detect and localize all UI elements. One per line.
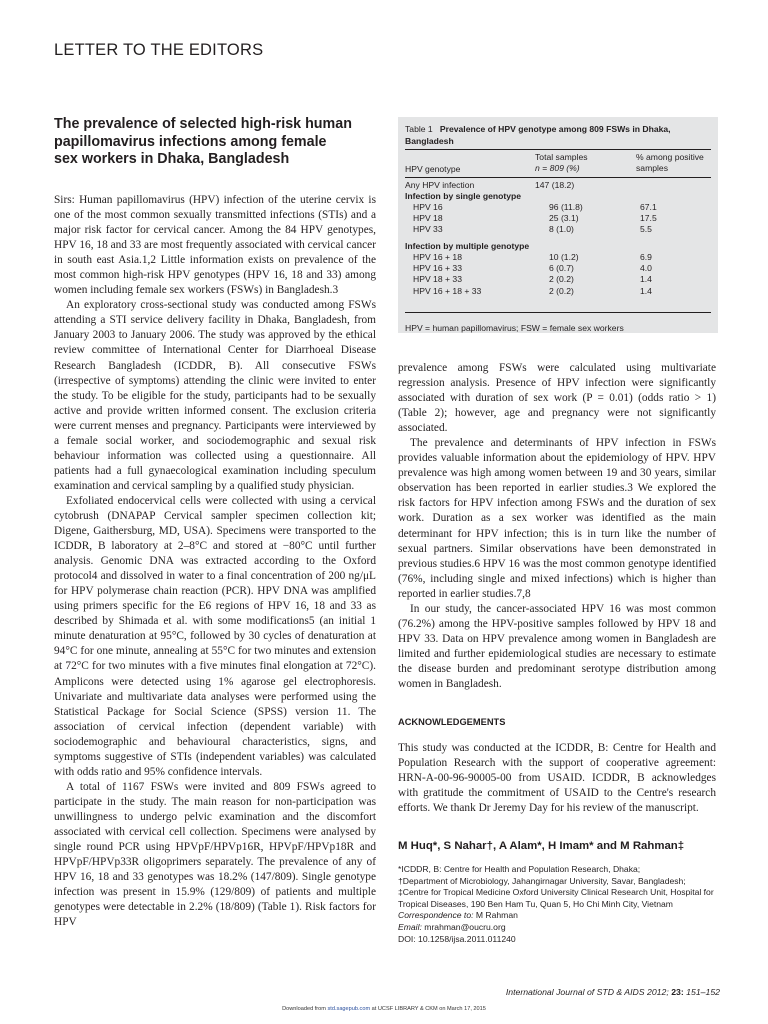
total-cell: 2 (0.2)	[549, 285, 574, 296]
genotype-cell: Infection by multiple genotype	[405, 241, 530, 252]
total-cell: 2 (0.2)	[549, 274, 574, 285]
paragraph: A total of 1167 FSWs were invited and 809 FSWs agreed to participate in the study. The main reason for non-participation was unwillingness to undergo pelvic examination and the discomfort associated with cervical cell collection. Specimens were analysed by single round PCR using HPVpF/HPVp16R, HPVpF/HPVp18R and HPVpF/HPVp33R oligoprimers separately. The prevalence of any of HPV 16, 18 and 33 genotypes was 18.2% (147/809). Single genotype infection was present in 15.9% (129/809) of patients and multiple genotypes were detectable in 2.2% (18/809) (Table 1). Risk factors for HPV	[54, 780, 376, 929]
section-heading: LETTER TO THE EDITORS	[54, 41, 264, 59]
table-row	[405, 274, 711, 285]
download-notice: Downloaded from std.sagepub.com at UCSF LIBRARY & CKM on March 17, 2015	[282, 1006, 486, 1012]
table-label: Table 1	[405, 124, 433, 134]
genotype-cell: HPV 18	[413, 213, 443, 224]
table-row	[405, 252, 711, 263]
genotype-cell: Any HPV infection	[405, 180, 475, 190]
percent-cell: 1.4	[640, 274, 652, 285]
percent-cell: 67.1	[640, 202, 657, 213]
affiliation: ‡Centre for Tropical Medicine Oxford University Clinical Research Unit, Hospital for Tropical Diseases, 190 Ben Ham Tu, Quan 5, Ho Chi Minh City, Vietnam	[398, 887, 714, 909]
table-top-rule	[405, 149, 711, 150]
genotype-cell: HPV 33	[413, 224, 443, 235]
article-title: The prevalence of selected high-risk human papillomavirus infections among female sex workers in Dhaka, Bangladesh	[54, 116, 352, 167]
table-1	[398, 117, 718, 333]
table-row	[405, 202, 711, 213]
genotype-cell: HPV 16 + 33	[413, 263, 462, 274]
table-row	[405, 224, 711, 235]
doi: DOI: 10.1258/ijsa.2011.011240	[398, 933, 516, 944]
col-header-genotype: HPV genotype	[405, 164, 461, 174]
percent-cell: 4.0	[640, 263, 652, 274]
paragraph: The prevalence and determinants of HPV infection in FSWs provides valuable information about the epidemiology of HPV. HPV prevalence was high among women between 19 and 30 years, similar observation has been reported in earlier studies.3 We explored the risk factors for HPV infection among FSWs and the duration of sex work. Duration as a sex worker was identified as the main determinant for HPV infection; this is in turn like the number of sexual partners. Similar observations have been demonstrated in previous studies.6 HPV 16 was the most common genotype identified (76%, including single and mixed infections) which is higher than reported in earlier studies.7,8	[398, 437, 716, 600]
table-note: HPV = human papillomavirus; FSW = female sex workers	[405, 323, 624, 333]
table-row	[405, 180, 711, 191]
journal-citation: International Journal of STD & AIDS 2012; 23: 151–152	[505, 987, 720, 997]
correspondence: Correspondence to: M Rahman	[398, 910, 518, 921]
paragraph: In our study, the cancer-associated HPV 16 was most common (76.2%) among the HPV-positive samples followed by HPV 18 and HPV 33. Data on HPV prevalence among women in Bangladesh are limited and further epidemiological studies are necessary to estimate the disease burden and predominant serotype distribution among women in Bangladesh.	[398, 602, 716, 690]
percent-cell: 17.5	[640, 213, 657, 224]
total-cell: 147 (18.2)	[535, 180, 575, 190]
col-header-percent: % among positive samples	[636, 152, 704, 173]
col-header-total: Total samples n = 809 (%)	[535, 152, 588, 173]
paragraph: prevalence among FSWs were calculated using multivariate regression analysis. Presence of HPV infection were significantly associated with duration of sex work (P = 0.01) (odds ratio > 1) (Table 2); however, age and pregnancy were not significantly associated.	[398, 362, 716, 435]
table-row	[405, 241, 711, 252]
percent-cell: 5.5	[640, 224, 652, 235]
total-cell: 96 (11.8)	[549, 202, 583, 213]
genotype-cell: HPV 18 + 33	[413, 274, 462, 285]
table-header-rule	[405, 177, 711, 178]
acknowledgements-text: This study was conducted at the ICDDR, B: Centre for Health and Population Research with the support of cooperative agreement: HRN-A-00-96-90005-00 from USAID. ICDDR, B acknowledges with gratitude the commitment of USAID to the Centre's research efforts. We thank Dr Jeremy Day for his review of the manuscript.	[398, 742, 716, 815]
total-cell: 6 (0.7)	[549, 263, 574, 274]
table-row	[405, 191, 711, 202]
table-row	[405, 263, 711, 274]
left-column	[54, 193, 376, 930]
genotype-cell: Infection by single genotype	[405, 191, 522, 202]
table-title: Prevalence of HPV genotype among 809 FSWs in Dhaka, Bangladesh	[405, 124, 671, 146]
table-row	[405, 286, 711, 297]
table-caption	[405, 124, 711, 147]
total-cell: 8 (1.0)	[549, 224, 574, 235]
download-link[interactable]: std.sagepub.com	[327, 1006, 371, 1012]
table-bottom-rule	[405, 312, 711, 313]
acknowledgements-heading: ACKNOWLEDGEMENTS	[398, 717, 506, 727]
affiliation: †Department of Microbiology, Jahangirnagar University, Savar, Bangladesh;	[398, 875, 686, 886]
table-row	[405, 213, 711, 224]
author-list: M Huq*, S Nahar†, A Alam*, H Imam* and M Rahman‡	[398, 840, 685, 852]
email-line: Email: mrahman@oucru.org	[398, 921, 506, 932]
percent-cell: 1.4	[640, 285, 652, 296]
genotype-cell: HPV 16	[413, 202, 443, 213]
right-column	[398, 361, 716, 692]
percent-cell: 6.9	[640, 252, 652, 263]
paragraph: Exfoliated endocervical cells were collected with using a cervical cytobrush (DNAPAP Cervical sampler specimen collection kit; Digene, Gaithersburg, MD, USA). Specimens were transported to the ICDDR, B laboratory at 2–8°C and stored at −80°C until further analysis. Genomic DNA was extracted according to the Oxford protocol4 and dissolved in water to a final concentration of 200 ng/μL for HPV polymerase chain reaction (PCR). HPV DNA was amplified using primers specific for the E6 regions of HPV 16, 18 and 33 as described by Shimada et al. with some modifications5 (an initial 1 minute denaturation at 95°C, followed by 30 cycles of denaturation at 94°C for one minute, annealing at 55°C for two minutes and extension at 72°C for two minutes with a five minutes final elongation at 72°C). Amplicons were detected using 1% agarose gel electrophoresis. Univariate and multivariate data analyses were performed using the Statistical Package for Social Science (SPSS) version 11. The association of cervical infection (dependent variable) with sociodemographic and behavioural characteristics, signs, and symptoms suggestive of STIs (independent variables) was calculated with odds ratio and 95% confidence intervals.	[54, 494, 376, 778]
paragraph: Sirs: Human papillomavirus (HPV) infection of the uterine cervix is one of the most common sexually transmitted infections (STIs) and a major risk factor for cervical cancer. Among the 84 HPV genotypes, HPV 16, 18 and 33 are most frequently associated with cervical cancer in south east Asia.1,2 Little information exists on prevalence of the most common high-risk HPV genotypes (HPV 16, 18 and 33) among women including female sex workers (FSWs) in Bangladesh.3	[54, 194, 376, 297]
paragraph: An exploratory cross-sectional study was conducted among FSWs attending a STI service delivery facility in Dhaka, Bangladesh, from January 2003 to January 2006. The study was approved by the ethical review committee of International Center for Diarrhoeal Disease Research Bangladesh (ICDDR, B). All consecutive FSWs (irrespective of symptoms) attending the clinic were invited to enter the study. To be eligible for the study, participants had to be sexually active and provide written informed consent. The exclusion criteria were current menses and pregnancy. Participants were interviewed by a female social worker, and sociodemographic and sexual risk behaviour information was collected using a questionnaire. All patients had a full gynaecological examination including speculum examination and cervical sampling by a qualified study physician.	[54, 299, 376, 492]
genotype-cell: HPV 16 + 18	[413, 252, 462, 263]
total-cell: 25 (3.1)	[549, 213, 579, 224]
affiliations	[398, 864, 720, 945]
genotype-cell: HPV 16 + 18 + 33	[413, 285, 482, 296]
affiliation: *ICDDR, B: Centre for Health and Population Research, Dhaka;	[398, 864, 641, 874]
email-link[interactable]: mrahman@oucru.org	[424, 921, 506, 932]
total-cell: 10 (1.2)	[549, 252, 579, 263]
